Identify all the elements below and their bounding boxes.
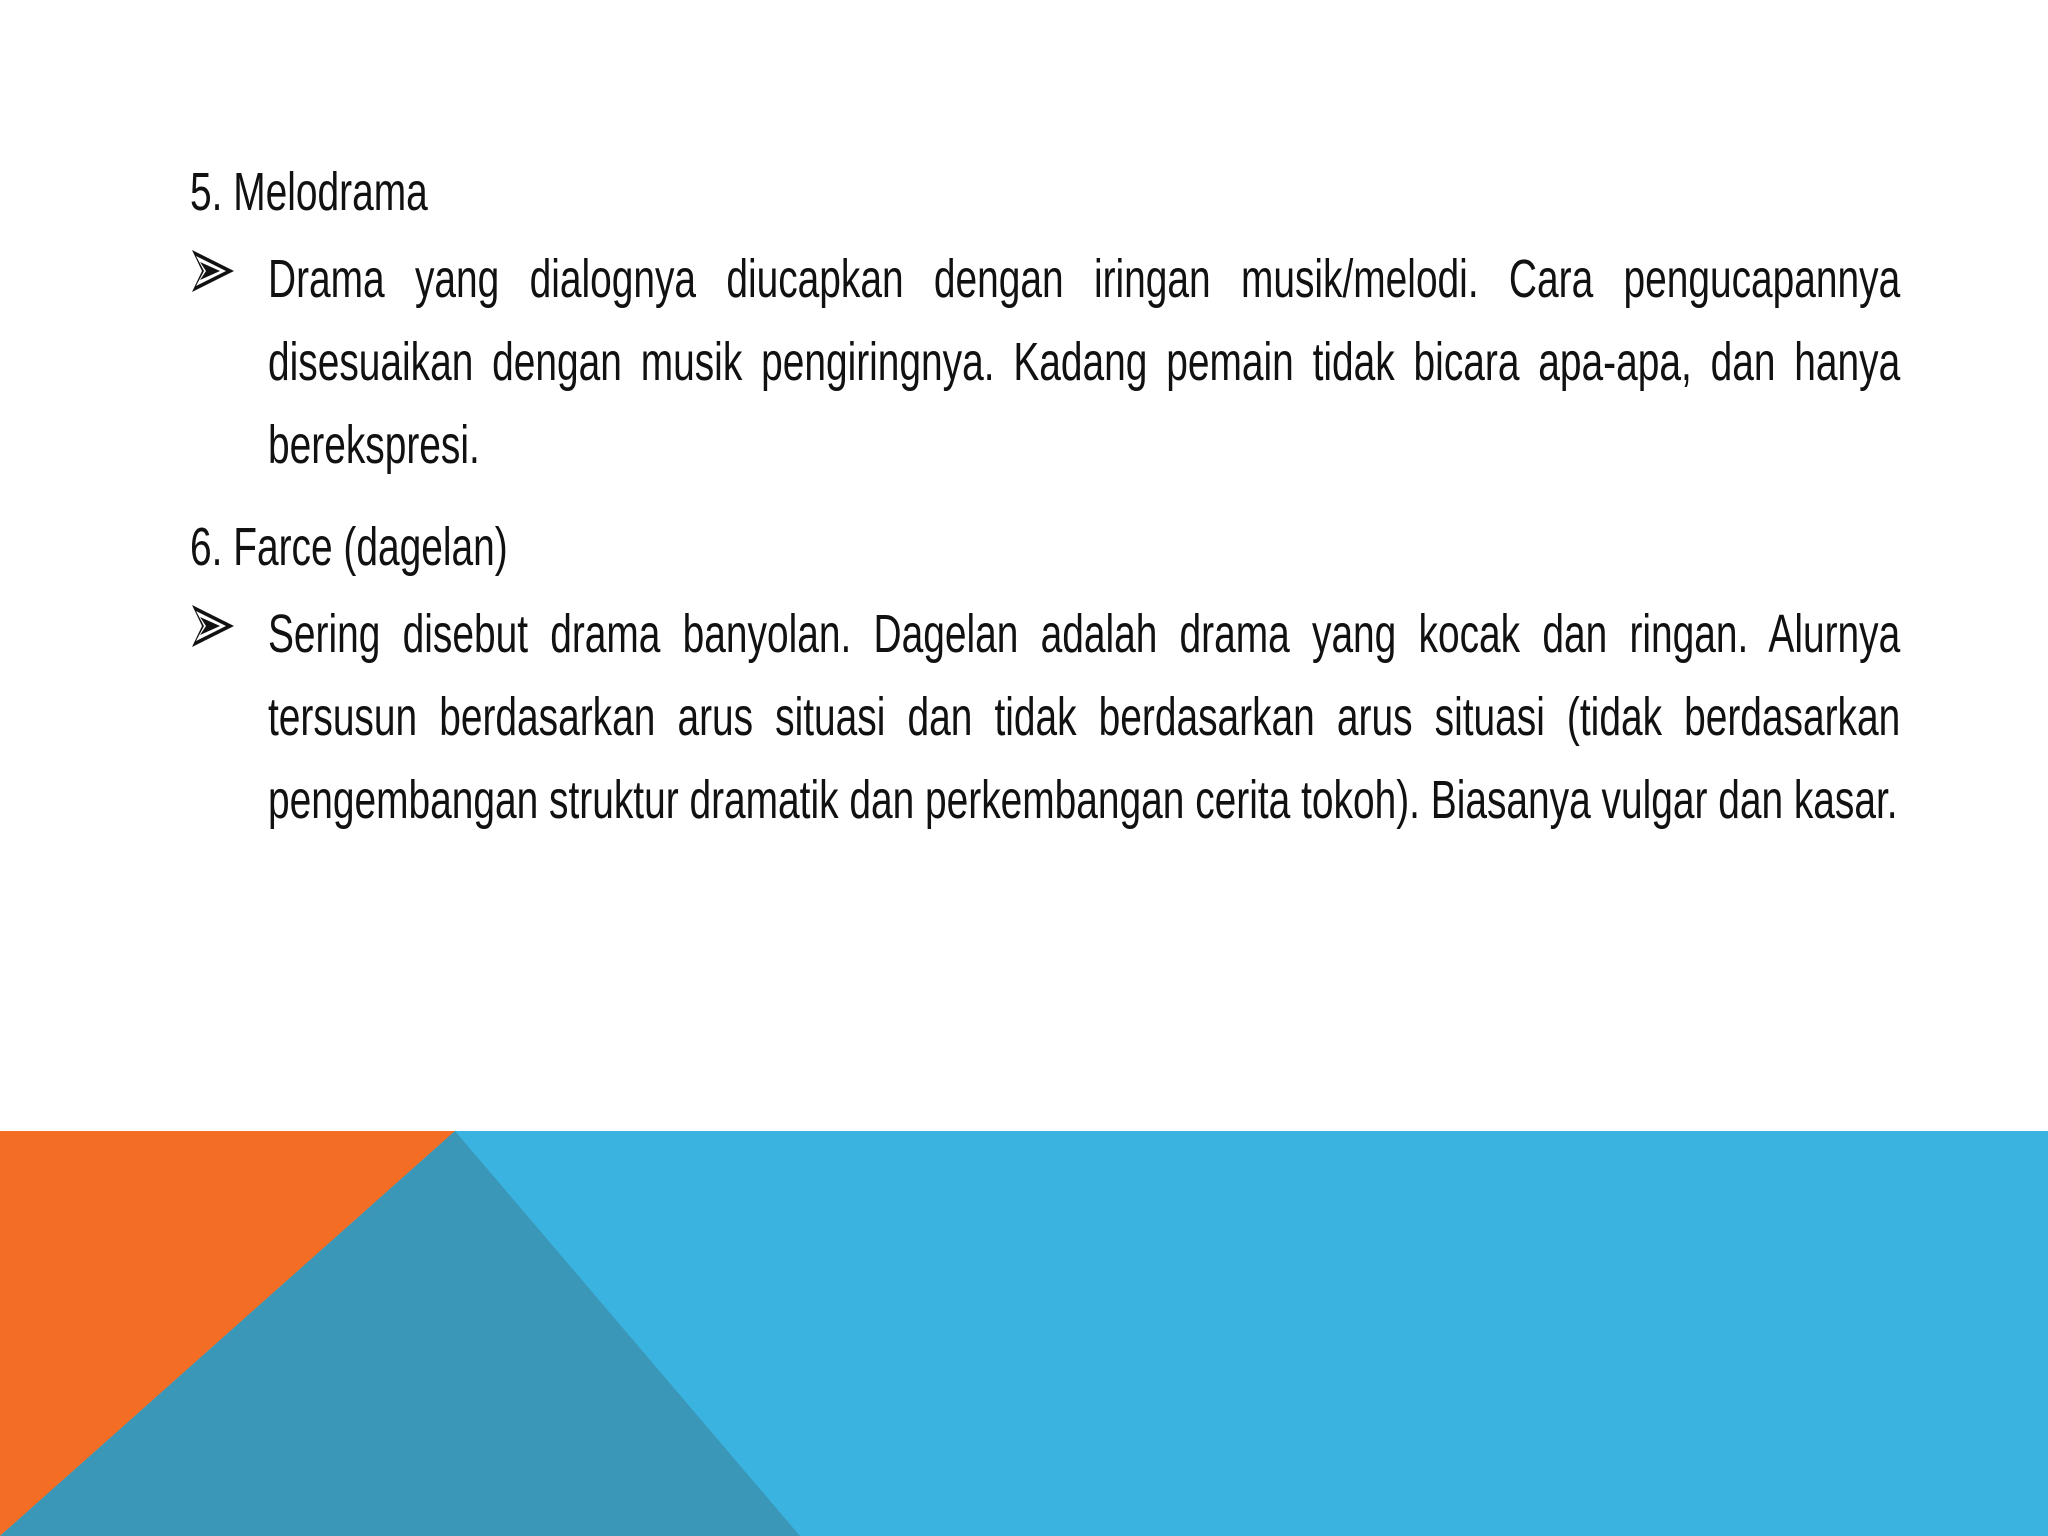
bullet-text-melodrama: Drama yang dialognya diucapkan dengan iringan musik/melodi. Cara pengucapannya disesuaikan dengan musik pengiringnya. Kadang pemain tidak bicara apa-apa, dan hanya berekspresi.	[268, 249, 1901, 475]
decorative-shapes	[0, 1131, 2048, 1536]
decorative-bottom-band	[0, 1131, 2048, 1536]
arrowhead-bullet-icon	[190, 248, 236, 294]
section-heading-melodrama: 5. Melodrama	[190, 162, 428, 222]
arrowhead-bullet-icon	[190, 603, 236, 649]
bullet-item-farce	[190, 593, 1901, 842]
slide-content	[190, 150, 1901, 860]
bullet-text-farce: Sering disebut drama banyolan. Dagelan adalah drama yang kocak dan ringan. Alurnya tersusun berdasarkan arus situasi dan tidak berdasarkan arus situasi (tidak berdasarkan pengembangan struktur dramatik dan perkembangan cerita tokoh). Biasanya vulgar dan kasar.	[268, 604, 1901, 830]
bullet-item-melodrama	[190, 238, 1901, 487]
section-heading-farce: 6. Farce (dagelan)	[190, 517, 508, 577]
